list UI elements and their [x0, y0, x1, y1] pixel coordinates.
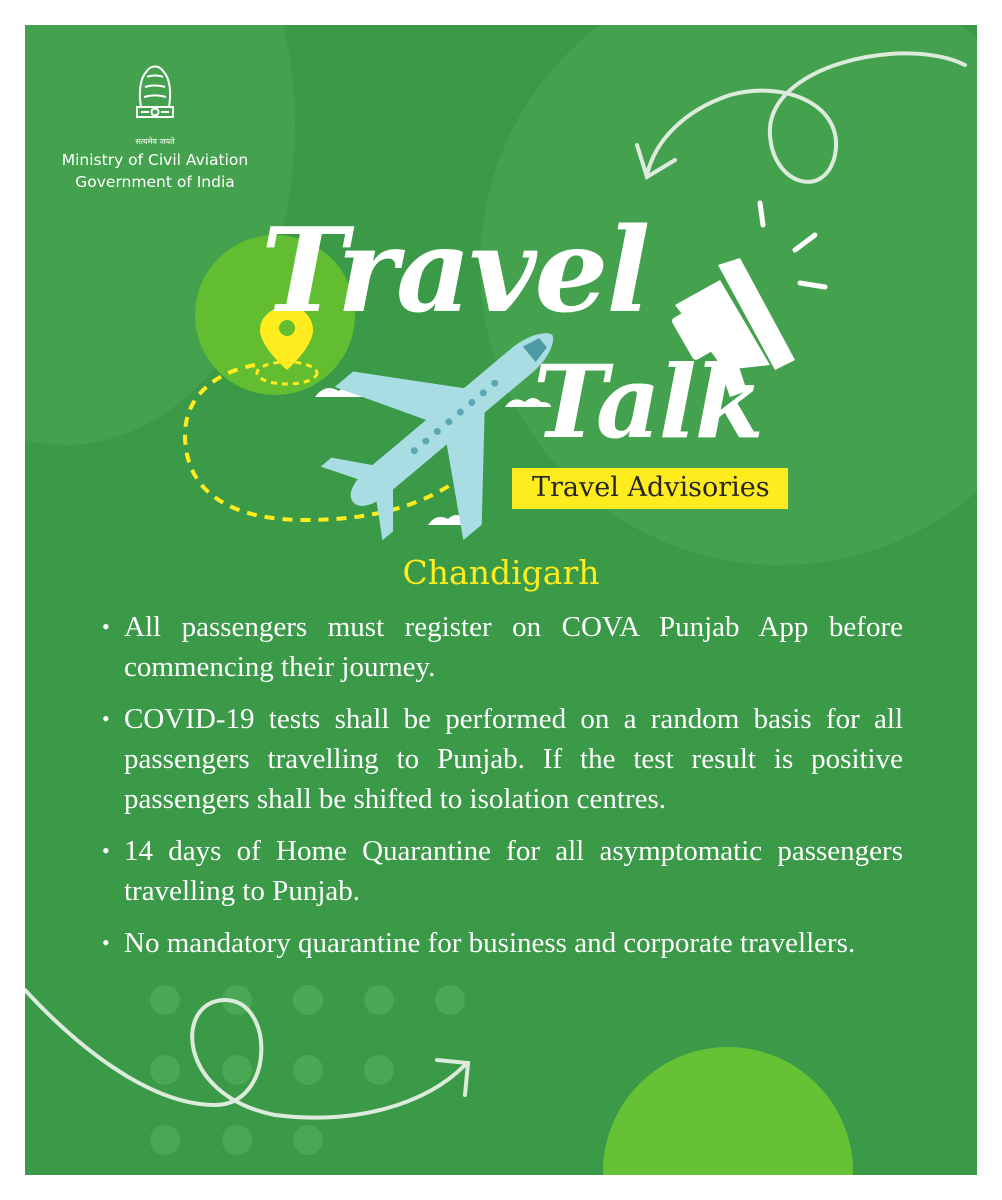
city-heading: Chandigarh [402, 553, 600, 592]
curved-arrow-icon [637, 53, 965, 181]
advisory-list [98, 607, 903, 975]
advisory-poster [25, 25, 977, 1175]
curved-arrow-icon [25, 990, 468, 1118]
list-item: • 14 days of Home Quarantine for all asymptomatic passengers travelling to Punjab. [98, 831, 903, 911]
travel-advisories-tag: Travel Advisories [512, 468, 788, 509]
decor-artwork [25, 25, 977, 1175]
title-travel: Travel [261, 203, 649, 339]
emblem-motto: सत्यमेव जयते [135, 137, 175, 146]
megaphone-rays [760, 203, 825, 287]
government-name: Government of India [75, 173, 235, 191]
list-item: • All passengers must register on COVA Punjab App before commencing their journey. [98, 607, 903, 687]
ministry-name: Ministry of Civil Aviation [61, 151, 249, 169]
list-item: • No mandatory quarantine for business and corporate travellers. [98, 923, 903, 963]
list-item: • COVID-19 tests shall be performed on a random basis for all passengers travelling to Punjab. If the test result is positive passengers shall be shifted to isolation centres. [98, 699, 903, 819]
ministry-branding [45, 55, 265, 193]
title-talk: Talk [533, 343, 762, 461]
national-emblem-icon [125, 55, 185, 135]
